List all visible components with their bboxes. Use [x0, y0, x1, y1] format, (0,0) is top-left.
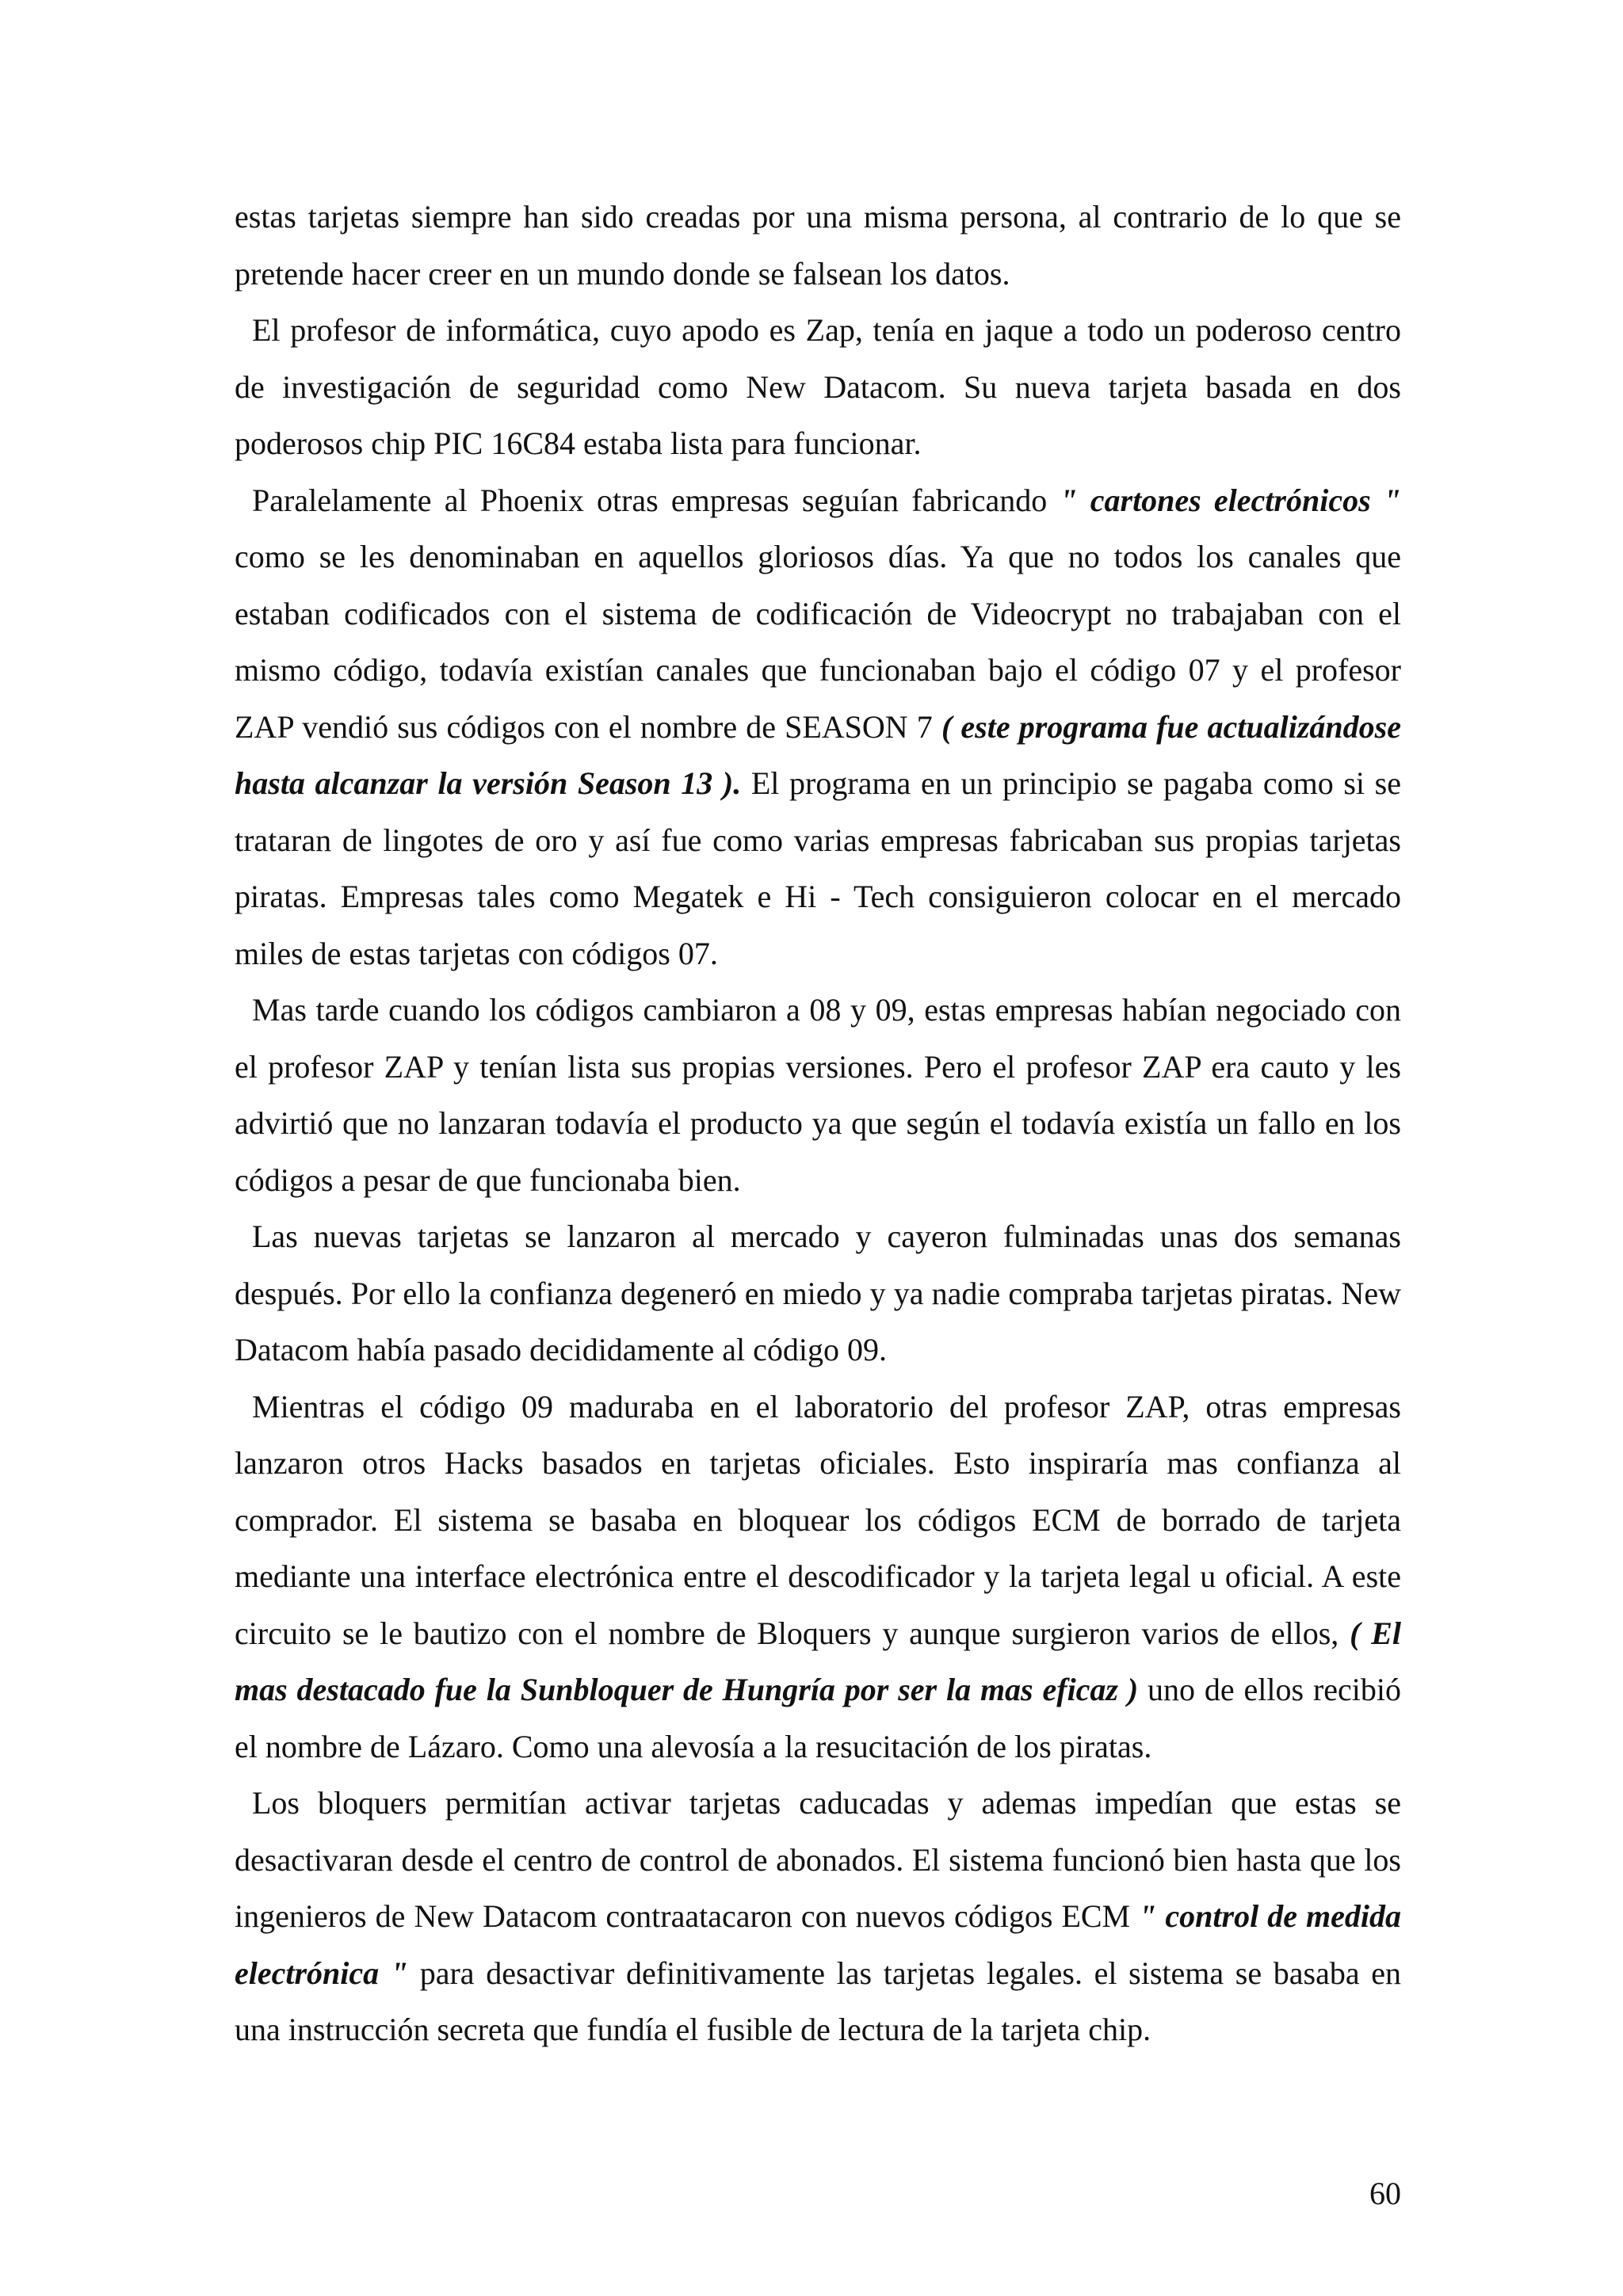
paragraph-7 — [235, 1775, 1401, 2058]
text-run: Mientras el código 09 maduraba en el laboratorio del profesor ZAP, otras empresas lanzaron otros Hacks basados en tarjetas oficiales. Esto inspiraría mas confianza al comprador. El sistema se basaba en bloquear los códigos ECM de borrado de tarjeta mediante una interface electrónica entre el descodificador y la tarjeta legal u oficial. A este circuito se le bautizo con el nombre de Bloquers y aunque surgieron varios de ellos, — [235, 1388, 1401, 1651]
paragraph-6 — [235, 1379, 1401, 1775]
text-run: como se les denominaban en aquellos gloriosos días. Ya que no todos los canales que estaban codificados con el sistema de codificación de Videocrypt no trabajaban con el mismo código, todavía existían canales que funcionaban bajo el código 07 y el profesor ZAP vendió sus códigos con el nombre de SEASON 7 — [235, 539, 1401, 745]
text-run: El programa en un principio se pagaba como si se trataran de lingotes de oro y así fue como varias empresas fabricaban sus propias tarjetas piratas. Empresas tales como Megatek e Hi - Tech consiguieron colocar en el mercado miles de estas tarjetas con códigos 07. — [235, 765, 1401, 971]
paragraph-5 — [235, 1208, 1401, 1379]
paragraph-4 — [235, 982, 1401, 1208]
text-run: Mas tarde cuando los códigos cambiaron a 08 y 09, estas empresas habían negociado con el profesor ZAP y tenían lista sus propias versiones. Pero el profesor ZAP era cauto y les advirtió que no lanzaran todavía el producto ya que según el todavía existía un fallo en los códigos a pesar de que funcionaba bien. — [235, 992, 1401, 1198]
text-run: uno de ellos recibió el nombre de Lázaro. Como una alevosía a la resucitación de los piratas. — [235, 1672, 1401, 1764]
text-run: Paralelamente al Phoenix otras empresas seguían fabricando — [252, 482, 1060, 518]
text-run: Las nuevas tarjetas se lanzaron al mercado y cayeron fulminadas unas dos semanas después. Por ello la confianza degeneró en miedo y ya nadie compraba tarjetas piratas. New Datacom había pasado decididamente al código 09. — [235, 1219, 1401, 1367]
text-run: para desactivar definitivamente las tarjetas legales. el sistema se basaba en una instrucción secreta que fundía el fusible de lectura de la tarjeta chip. — [235, 1955, 1402, 2047]
text-run: El profesor de informática, cuyo apodo es Zap, tenía en jaque a todo un poderoso centro de investigación de seguridad como New Datacom. Su nueva tarjeta basada en dos poderosos chip PIC 16C84 estaba lista para funcionar. — [235, 312, 1401, 461]
paragraph-2 — [235, 302, 1401, 472]
page-number: 60 — [1369, 2176, 1401, 2211]
body-text — [235, 189, 1401, 2058]
text-run: Los bloquers permitían activar tarjetas caducadas y ademas impedían que estas se desactivaran desde el centro de control de abonados. El sistema funcionó bien hasta que los ingenieros de New Datacom contraatacaron con nuevos códigos ECM — [235, 1785, 1401, 1934]
emphasis-run: " control de medida electrónica " — [235, 1898, 1402, 1991]
emphasis-run: ( este programa fue actualizándose hasta alcanzar la versión Season 13 ). — [235, 708, 1401, 801]
paragraph-1 — [235, 189, 1401, 302]
text-run: estas tarjetas siempre han sido creadas por una misma persona, al contrario de lo que se pretende hacer creer en un mundo donde se falsean los datos. — [235, 199, 1401, 292]
emphasis-run: " cartones electrónicos " — [1060, 482, 1401, 518]
paragraph-3 — [235, 472, 1401, 982]
emphasis-run: ( El mas destacado fue la Sunbloquer de Hungría por ser la mas eficaz ) — [235, 1615, 1401, 1707]
